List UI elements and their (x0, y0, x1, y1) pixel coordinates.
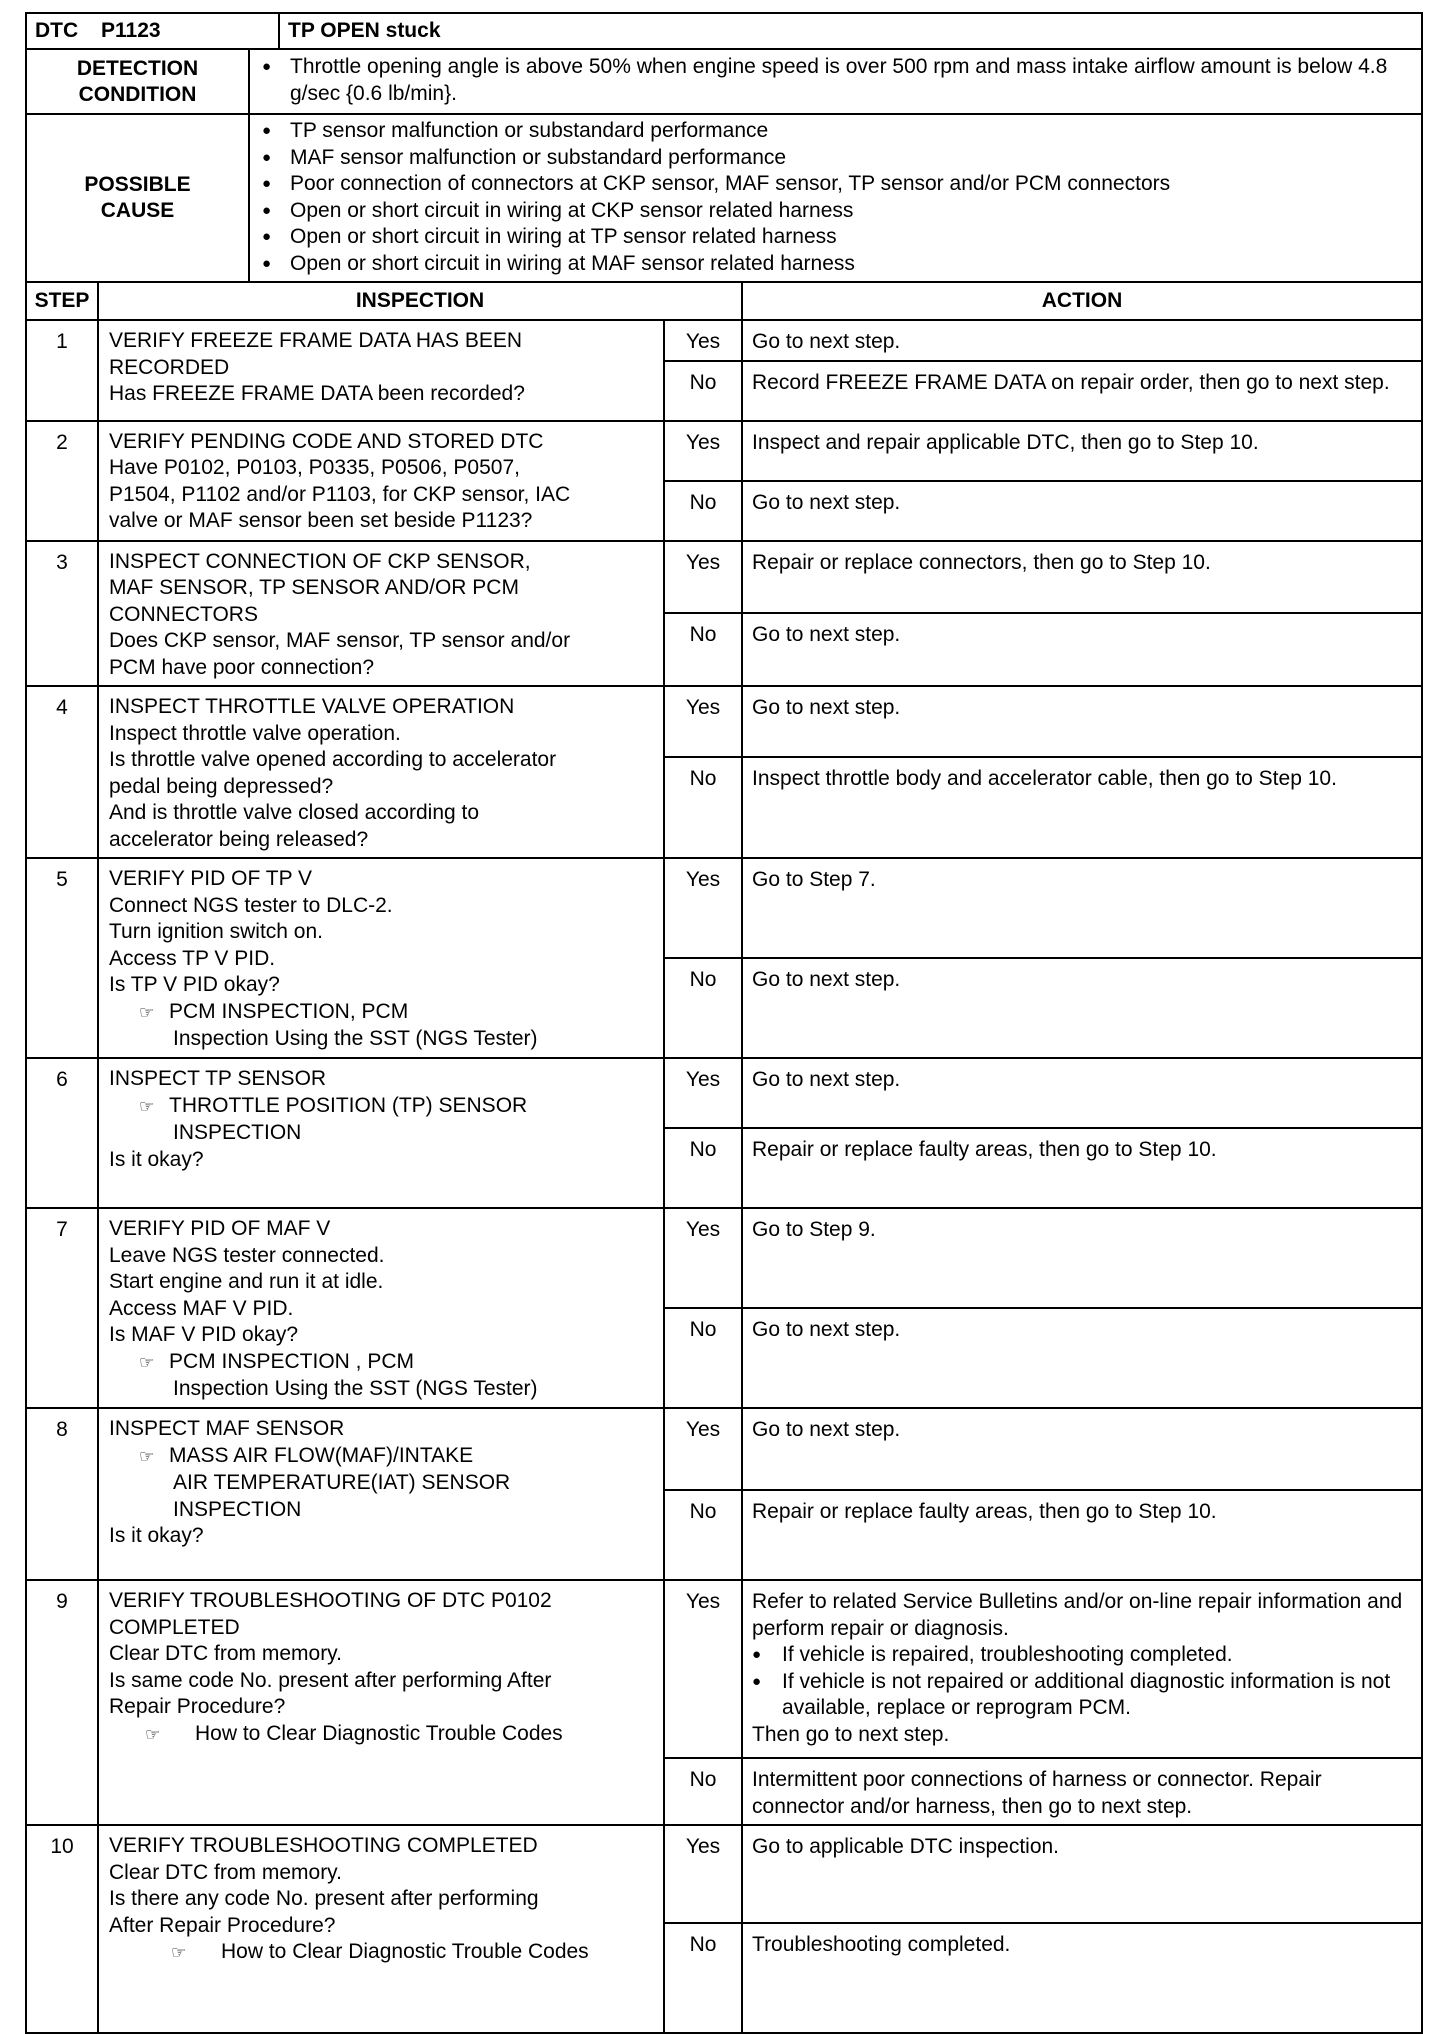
reference-link[interactable]: ☞ PCM INSPECTION , PCM (109, 1349, 657, 1377)
no-action: Record FREEZE FRAME DATA on repair order, then go to next step. (742, 361, 1422, 421)
yes-label: Yes (664, 686, 742, 757)
reference-link[interactable]: ☞ MASS AIR FLOW(MAF)/INTAKE (109, 1443, 657, 1471)
no-action: Repair or replace faulty areas, then go to Step 10. (742, 1128, 1422, 1208)
pointing-hand-icon: ☞ (139, 1002, 155, 1023)
reference-link-cont[interactable]: INSPECTION (173, 1121, 302, 1144)
step-inspection: VERIFY PENDING CODE AND STORED DTC Have P0102, P0103, P0335, P0506, P0507, P1504, P1102 and/or P1103, for CKP sensor, IAC valve or MAF sensor been set beside P1123? (98, 421, 664, 541)
cause-item: ● MAF sensor malfunction or substandard performance (262, 145, 1413, 172)
yes-action: Go to next step. (742, 1058, 1422, 1128)
step-number: 7 (26, 1208, 98, 1408)
cause-item: ● Open or short circuit in wiring at MAF sensor related harness (262, 251, 1413, 278)
no-label: No (664, 481, 742, 541)
no-action: Repair or replace faulty areas, then go to Step 10. (742, 1490, 1422, 1580)
yes-label: Yes (664, 1580, 742, 1758)
step-number: 5 (26, 858, 98, 1058)
step-row-4-yes (26, 686, 1422, 757)
step-inspection: VERIFY TROUBLESHOOTING COMPLETED Clear DTC from memory. Is there any code No. present after performing After Repair Procedure? ☞ How to Clear Diagnostic Trouble Codes (98, 1825, 664, 2033)
possible-cause-label: POSSIBLE CAUSE (26, 114, 249, 282)
no-label: No (664, 1758, 742, 1825)
col-action: ACTION (742, 282, 1422, 320)
no-action: Troubleshooting completed. (742, 1923, 1422, 2033)
pointing-hand-icon: ☞ (145, 1724, 161, 1745)
step-number: 4 (26, 686, 98, 858)
step-inspection: VERIFY PID OF TP V Connect NGS tester to DLC-2. Turn ignition switch on. Access TP V PID. Is TP V PID okay? ☞ PCM INSPECTION, PCM Inspection Using the SST (NGS Tester) (98, 858, 664, 1058)
yes-action: Go to Step 9. (742, 1208, 1422, 1308)
yes-label: Yes (664, 858, 742, 958)
yes-action: Go to next step. (742, 1408, 1422, 1490)
possible-cause-row (26, 114, 1422, 282)
action-bullet: ● If vehicle is not repaired or additional diagnostic information is not available, replace or reprogram PCM. (752, 1669, 1413, 1722)
no-label: No (664, 361, 742, 421)
dtc-title: TP OPEN stuck (279, 13, 1422, 49)
no-action: Go to next step. (742, 481, 1422, 541)
step-row-10-yes (26, 1825, 1422, 1923)
yes-label: Yes (664, 541, 742, 614)
header-table (25, 12, 1423, 50)
yes-action: Go to Step 7. (742, 858, 1422, 958)
detection-row (26, 49, 1422, 114)
step-number: 6 (26, 1058, 98, 1208)
no-label: No (664, 958, 742, 1058)
step-inspection: INSPECT MAF SENSOR ☞ MASS AIR FLOW(MAF)/INTAKE AIR TEMPERATURE(IAT) SENSOR INSPECTION Is it okay? (98, 1408, 664, 1580)
dtc-procedure-sheet (25, 12, 1421, 2034)
yes-action: Go to next step. (742, 686, 1422, 757)
dtc-code: P1123 (99, 13, 279, 49)
step-number: 1 (26, 320, 98, 421)
step-number: 9 (26, 1580, 98, 1825)
cause-item: ● Poor connection of connectors at CKP sensor, MAF sensor, TP sensor and/or PCM connectors (262, 171, 1413, 198)
no-action: Go to next step. (742, 1308, 1422, 1408)
yes-label: Yes (664, 1408, 742, 1490)
step-number: 3 (26, 541, 98, 687)
action-bullet: ● If vehicle is repaired, troubleshooting completed. (752, 1642, 1413, 1669)
detection-condition (249, 49, 1422, 114)
yes-label: Yes (664, 320, 742, 361)
pointing-hand-icon: ☞ (171, 1943, 187, 1963)
step-row-6-yes (26, 1058, 1422, 1128)
detection-condition-text: ● Throttle opening angle is above 50% when engine speed is over 500 rpm and mass intake airflow amount is below 4.8 g/sec {0.6 lb/min}. (262, 54, 1413, 107)
no-action: Go to next step. (742, 958, 1422, 1058)
dtc-title-row (26, 13, 1422, 49)
step-row-1-yes (26, 320, 1422, 361)
step-row-2-yes (26, 421, 1422, 481)
no-label: No (664, 1490, 742, 1580)
no-action: Go to next step. (742, 613, 1422, 686)
yes-action: Inspect and repair applicable DTC, then go to Step 10. (742, 421, 1422, 481)
step-inspection: INSPECT CONNECTION OF CKP SENSOR, MAF SENSOR, TP SENSOR AND/OR PCM CONNECTORS Does CKP sensor, MAF sensor, TP sensor and/or PCM have poor connection? (98, 541, 664, 687)
pointing-hand-icon: ☞ (139, 1352, 155, 1373)
yes-label: Yes (664, 1208, 742, 1308)
step-number: 10 (26, 1825, 98, 2033)
reference-link-cont[interactable]: AIR TEMPERATURE(IAT) SENSOR (173, 1471, 511, 1494)
step-row-9-yes (26, 1580, 1422, 1758)
yes-action: Repair or replace connectors, then go to Step 10. (742, 541, 1422, 614)
cause-item: ● TP sensor malfunction or substandard performance (262, 118, 1413, 145)
step-inspection: INSPECT THROTTLE VALVE OPERATION Inspect throttle valve operation. Is throttle valve opened according to accelerator pedal being depressed? And is throttle valve closed according to accelerator being released? (98, 686, 664, 858)
step-inspection: VERIFY PID OF MAF V Leave NGS tester connected. Start engine and run it at idle. Access MAF V PID. Is MAF V PID okay? ☞ PCM INSPECTION , PCM Inspection Using the SST (NGS Tester) (98, 1208, 664, 1408)
step-inspection: VERIFY FREEZE FRAME DATA HAS BEEN RECORDED Has FREEZE FRAME DATA been recorded? (98, 320, 664, 421)
step-row-7-yes (26, 1208, 1422, 1308)
yes-label: Yes (664, 421, 742, 481)
no-action: Intermittent poor connections of harness or connector. Repair connector and/or harness, then go to next step. (742, 1758, 1422, 1825)
reference-link[interactable]: ☞ PCM INSPECTION, PCM (109, 999, 657, 1027)
step-row-3-yes (26, 541, 1422, 614)
possible-cause-list (249, 114, 1422, 282)
yes-action: Go to applicable DTC inspection. (742, 1825, 1422, 1923)
yes-action: Refer to related Service Bulletins and/or on-line repair information and perform repair or diagnosis. ● If vehicle is repaired, troubleshooting completed. ● If vehicle is not repaired or additional diagnostic information is not available, replace or reprogram PCM. Then go to next step. (742, 1580, 1422, 1758)
no-label: No (664, 1308, 742, 1408)
reference-link-cont[interactable]: Inspection Using the SST (NGS Tester) (173, 1027, 538, 1050)
step-inspection: VERIFY TROUBLESHOOTING OF DTC P0102 COMPLETED Clear DTC from memory. Is same code No. present after performing After Repair Procedure? ☞ How to Clear Diagnostic Trouble Codes (98, 1580, 664, 1825)
cause-item: ● Open or short circuit in wiring at TP sensor related harness (262, 224, 1413, 251)
reference-link[interactable]: ☞ How to Clear Diagnostic Trouble Codes (109, 1721, 657, 1749)
steps-column-header (26, 282, 1422, 320)
cause-item: ● Open or short circuit in wiring at CKP sensor related harness (262, 198, 1413, 225)
step-number: 2 (26, 421, 98, 541)
col-step: STEP (26, 282, 98, 320)
pointing-hand-icon: ☞ (139, 1096, 155, 1117)
step-number: 8 (26, 1408, 98, 1580)
reference-link[interactable]: ☞ THROTTLE POSITION (TP) SENSOR (109, 1093, 657, 1121)
no-label: No (664, 1923, 742, 2033)
reference-link-cont[interactable]: INSPECTION (173, 1497, 302, 1521)
no-action: Inspect throttle body and accelerator cable, then go to Step 10. (742, 757, 1422, 858)
yes-action: Go to next step. (742, 320, 1422, 361)
reference-link[interactable]: ☞ How to Clear Diagnostic Trouble Codes (109, 1939, 657, 1967)
step-inspection: INSPECT TP SENSOR ☞ THROTTLE POSITION (TP) SENSOR INSPECTION Is it okay? (98, 1058, 664, 1208)
step-row-5-yes (26, 858, 1422, 958)
reference-link-cont[interactable]: Inspection Using the SST (NGS Tester) (173, 1377, 538, 1400)
col-inspection: INSPECTION (98, 282, 742, 320)
no-label: No (664, 757, 742, 858)
no-label: No (664, 613, 742, 686)
detection-table (25, 48, 1423, 283)
yes-label: Yes (664, 1825, 742, 1923)
pointing-hand-icon: ☞ (139, 1446, 155, 1467)
detection-label: DETECTION CONDITION (26, 49, 249, 114)
steps-table (25, 281, 1423, 2034)
no-label: No (664, 1128, 742, 1208)
dtc-label: DTC (26, 13, 99, 49)
yes-label: Yes (664, 1058, 742, 1128)
step-row-8-yes (26, 1408, 1422, 1490)
